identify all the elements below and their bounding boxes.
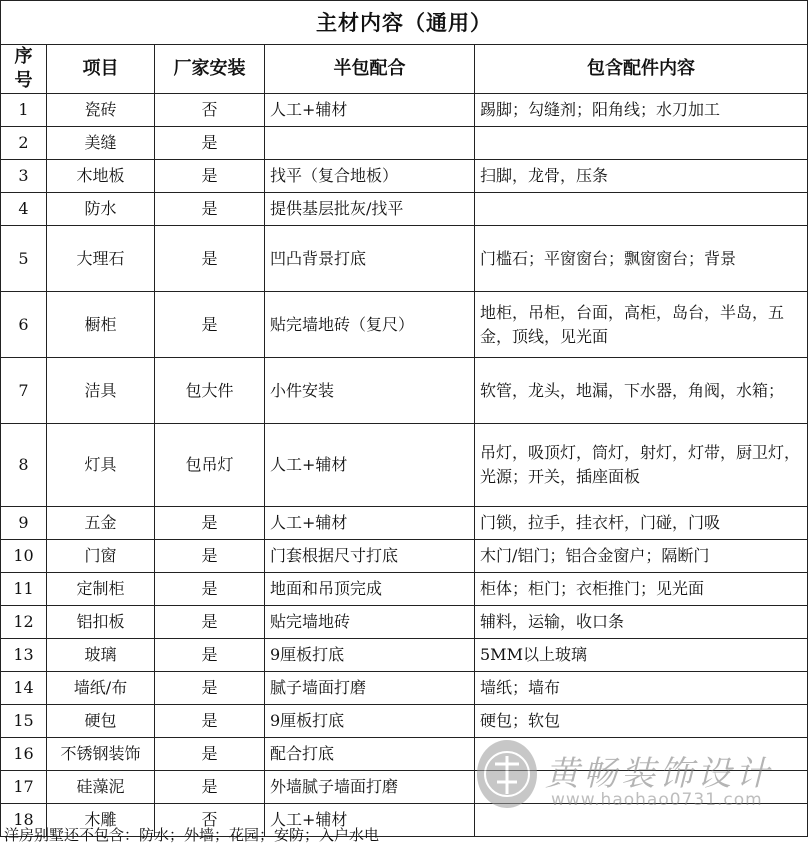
row-item: 洁具 xyxy=(47,358,155,424)
row-install: 是 xyxy=(155,705,265,738)
row-parts: 木门/铝门；铝合金窗户；隔断门 xyxy=(475,540,808,573)
table-title: 主材内容（通用） xyxy=(1,1,808,45)
row-number: 6 xyxy=(1,292,47,358)
row-item: 硬包 xyxy=(47,705,155,738)
table-row xyxy=(1,94,808,127)
row-item: 玻璃 xyxy=(47,639,155,672)
header-parts: 包含配件内容 xyxy=(475,45,808,94)
row-item: 定制柜 xyxy=(47,573,155,606)
footer-note: 洋房别墅还不包含：防水；外墙；花园；安防；入户水电 xyxy=(4,826,380,844)
row-number: 18 xyxy=(1,804,47,837)
table-row xyxy=(1,639,808,672)
header-item: 项目 xyxy=(47,45,155,94)
table-row xyxy=(1,226,808,292)
row-coop: 贴完墙地砖（复尺） xyxy=(265,292,475,358)
row-coop: 人工+辅材 xyxy=(265,507,475,540)
watermark-logo-icon xyxy=(473,738,541,816)
header-row xyxy=(1,45,808,94)
table-row xyxy=(1,540,808,573)
table-row xyxy=(1,292,808,358)
table-row xyxy=(1,606,808,639)
row-parts: 地柜，吊柜，台面，高柜，岛台，半岛，五金，顶线，见光面 xyxy=(475,292,808,358)
row-install: 包大件 xyxy=(155,358,265,424)
header-no: 序号 xyxy=(1,45,47,94)
row-install: 包吊灯 xyxy=(155,424,265,507)
watermark-name: 黄畅装饰设计 xyxy=(545,754,773,794)
row-number: 17 xyxy=(1,771,47,804)
row-parts: 柜体；柜门；衣柜推门；见光面 xyxy=(475,573,808,606)
row-parts: 5MM以上玻璃 xyxy=(475,639,808,672)
row-number: 13 xyxy=(1,639,47,672)
row-item: 门窗 xyxy=(47,540,155,573)
row-parts: 辅料，运输，收口条 xyxy=(475,606,808,639)
row-parts xyxy=(475,193,808,226)
row-parts: 硬包；软包 xyxy=(475,705,808,738)
row-number: 15 xyxy=(1,705,47,738)
row-parts: 软管，龙头，地漏，下水器，角阀，水箱； xyxy=(475,358,808,424)
row-item: 硅藻泥 xyxy=(47,771,155,804)
row-coop: 配合打底 xyxy=(265,738,475,771)
row-coop: 提供基层批灰/找平 xyxy=(265,193,475,226)
row-coop: 人工+辅材 xyxy=(265,804,475,837)
row-install: 否 xyxy=(155,804,265,837)
row-install: 是 xyxy=(155,226,265,292)
row-coop: 门套根据尺寸打底 xyxy=(265,540,475,573)
row-item: 五金 xyxy=(47,507,155,540)
header-install: 厂家安装 xyxy=(155,45,265,94)
row-install: 是 xyxy=(155,738,265,771)
row-install: 是 xyxy=(155,672,265,705)
row-parts: 墙纸；墙布 xyxy=(475,672,808,705)
row-number: 7 xyxy=(1,358,47,424)
table-row xyxy=(1,507,808,540)
row-number: 4 xyxy=(1,193,47,226)
row-item: 美缝 xyxy=(47,127,155,160)
row-coop: 人工+辅材 xyxy=(265,424,475,507)
table-row xyxy=(1,672,808,705)
row-number: 14 xyxy=(1,672,47,705)
row-install: 是 xyxy=(155,193,265,226)
row-coop: 人工+辅材 xyxy=(265,94,475,127)
row-number: 9 xyxy=(1,507,47,540)
row-number: 2 xyxy=(1,127,47,160)
row-coop: 贴完墙地砖 xyxy=(265,606,475,639)
watermark-url: www.haohao0731.com xyxy=(551,790,763,810)
header-coop: 半包配合 xyxy=(265,45,475,94)
row-coop xyxy=(265,127,475,160)
row-item: 墙纸/布 xyxy=(47,672,155,705)
row-number: 5 xyxy=(1,226,47,292)
row-parts: 门锁，拉手，挂衣杆，门碰，门吸 xyxy=(475,507,808,540)
row-number: 3 xyxy=(1,160,47,193)
table-row xyxy=(1,127,808,160)
row-number: 11 xyxy=(1,573,47,606)
row-install: 是 xyxy=(155,771,265,804)
row-install: 是 xyxy=(155,160,265,193)
row-coop: 9厘板打底 xyxy=(265,639,475,672)
row-item: 大理石 xyxy=(47,226,155,292)
row-item: 铝扣板 xyxy=(47,606,155,639)
row-coop: 凹凸背景打底 xyxy=(265,226,475,292)
row-item: 灯具 xyxy=(47,424,155,507)
row-item: 瓷砖 xyxy=(47,94,155,127)
table-row xyxy=(1,705,808,738)
row-install: 是 xyxy=(155,292,265,358)
row-parts: 踢脚；勾缝剂；阳角线；水刀加工 xyxy=(475,94,808,127)
row-parts xyxy=(475,127,808,160)
row-item: 木地板 xyxy=(47,160,155,193)
row-item: 木雕 xyxy=(47,804,155,837)
row-number: 8 xyxy=(1,424,47,507)
row-coop: 腻子墙面打磨 xyxy=(265,672,475,705)
row-parts: 扫脚，龙骨，压条 xyxy=(475,160,808,193)
row-install: 是 xyxy=(155,127,265,160)
row-install: 是 xyxy=(155,606,265,639)
table-row xyxy=(1,573,808,606)
row-install: 否 xyxy=(155,94,265,127)
row-item: 不锈钢装饰 xyxy=(47,738,155,771)
table-row xyxy=(1,358,808,424)
table-row xyxy=(1,424,808,507)
row-number: 16 xyxy=(1,738,47,771)
row-install: 是 xyxy=(155,507,265,540)
row-item: 橱柜 xyxy=(47,292,155,358)
row-install: 是 xyxy=(155,573,265,606)
row-install: 是 xyxy=(155,639,265,672)
row-number: 10 xyxy=(1,540,47,573)
row-install: 是 xyxy=(155,540,265,573)
row-number: 12 xyxy=(1,606,47,639)
row-coop: 找平（复合地板） xyxy=(265,160,475,193)
row-parts: 吊灯，吸顶灯，筒灯，射灯，灯带，厨卫灯，光源；开关，插座面板 xyxy=(475,424,808,507)
row-number: 1 xyxy=(1,94,47,127)
row-parts: 门槛石；平窗窗台；飘窗窗台；背景 xyxy=(475,226,808,292)
row-coop: 小件安装 xyxy=(265,358,475,424)
watermark xyxy=(473,738,808,816)
row-coop: 9厘板打底 xyxy=(265,705,475,738)
table-row xyxy=(1,193,808,226)
row-item: 防水 xyxy=(47,193,155,226)
row-coop: 地面和吊顶完成 xyxy=(265,573,475,606)
row-coop: 外墙腻子墙面打磨 xyxy=(265,771,475,804)
table-row xyxy=(1,160,808,193)
